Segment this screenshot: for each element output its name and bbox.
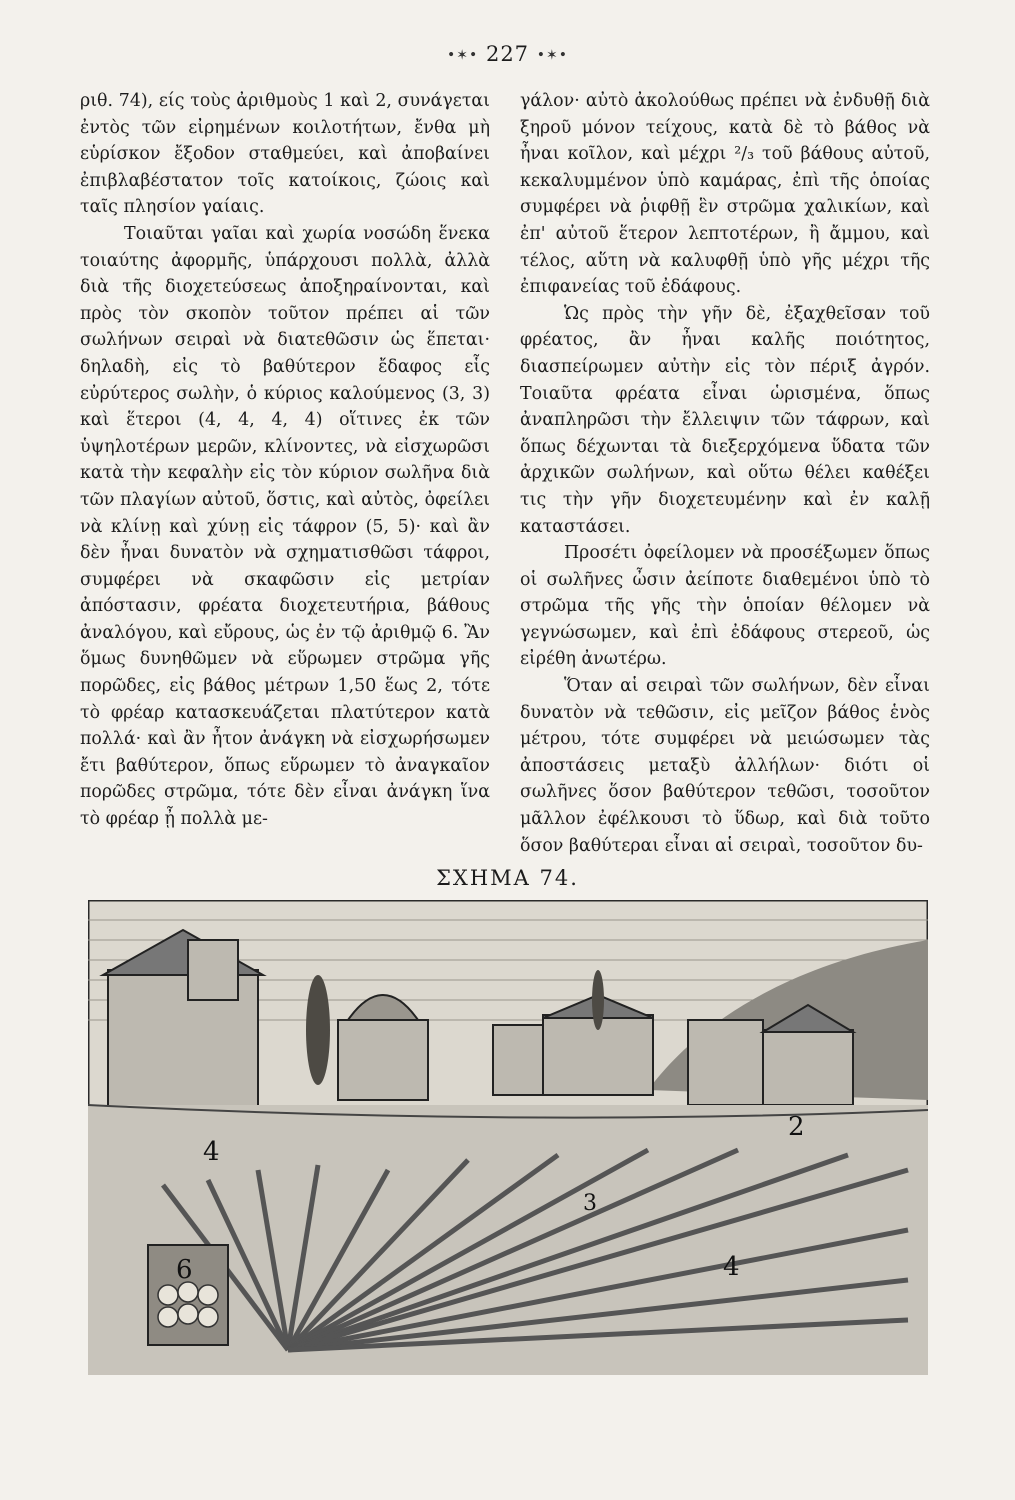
figure-caption: ΣΧΗΜΑ 74. [436,866,579,890]
page-number: 227 [485,42,530,66]
label-6: 6 [176,1255,193,1285]
left-column [80,88,490,833]
label-2: 2 [788,1112,805,1142]
ornament-right-icon: •✶• [536,47,568,64]
right-column [520,88,930,859]
drainage-illustration [88,900,928,1375]
figure-engraving [88,900,928,1375]
page-header [0,42,1015,66]
label-4-right: 4 [723,1252,740,1282]
ornament-left-icon: •✶• [447,47,479,64]
right-paragraph-4: Ὅταν αἱ σειραὶ τῶν σωλήνων, δὲν εἶναι δυνατὸν νὰ τεθῶσιν, εἰς μεῖζον βάθος ἑνὸς μέτρου, τότε συμφέρει νὰ μειώσωμεν τὰς ἀποστάσεις μεταξὺ ἀλλήλων· διότι οἱ σωλῆνες ὅσον βαθύτερον τεθῶσι, τοσοῦτον μᾶλλον ἐφέλκουσι τὸ ὕδωρ, καὶ διὰ τοῦτο ὅσον βαθύτεραι εἶναι αἱ σειραὶ, τοσοῦτον δυ- [520,676,930,856]
label-4-left: 4 [203,1137,220,1167]
left-paragraph-1: ριθ. 74), είς τοὺς ἀριθμοὺς 1 καὶ 2, συνάγεται ἐντὸς τῶν εἰρημένων κοιλοτήτων, ἔνθα μὴ εὑρίσκον ἔξοδον σταθμεύει, καὶ ἀποβαίνει ἐπιβλαβέστατον τοῖς κατοίκοις, ζώοις καὶ ταῖς πλησίον γαίαις. [80,91,490,218]
right-paragraph-3: Προσέτι ὀφείλομεν νὰ προσέξωμεν ὅπως οἱ σωλῆνες ὦσιν ἀείποτε διαθεμένοι ὑπὸ τὸ στρῶμα τῆς γῆς τὴν ὁποίαν θέλομεν νὰ γεγνώσωμεν, καὶ ἐπὶ ἐδάφους στερεοῦ, ὡς εἰρέθη ἀνωτέρω. [520,543,930,670]
label-3: 3 [583,1191,597,1216]
right-paragraph-2: Ὡς πρὸς τὴν γῆν δὲ, ἐξαχθεῖσαν τοῦ φρέατος, ἂν ἦναι καλῆς ποιότητος, διασπείρωμεν αὐτὴν εἰς τὸν πέριξ ἀγρόν. Τοιαῦτα φρέατα εἶναι ὡρισμένα, ὅπως ἀναπληρῶσι τὴν ἔλλειψιν τῶν τάφρων, καὶ ὅπως δέχωνται τὰ διεξερχόμενα ὕδατα τῶν ἀρχικῶν σωλήνων, καὶ οὕτω θέλει καθέξει τις τὴν γῆν διοχετευμένην καὶ ἐν καλῇ καταστάσει. [520,303,930,537]
right-paragraph-1: γάλον· αὐτὸ ἀκολούθως πρέπει νὰ ἐνδυθῇ διὰ ξηροῦ μόνον τείχους, κατὰ δὲ τὸ βάθος νὰ ἦναι κοῖλον, καὶ μέχρι ²/₃ τοῦ βάθους αὐτοῦ, κεκαλυμμένον ὑπὸ καμάρας, ἐπὶ τῆς ὁποίας συμφέρει νὰ ῥιφθῇ ἓν στρῶμα χαλικίων, καὶ ἐπ' αὐτοῦ ἕτερον λεπτοτέρων, ἢ ἄμμου, καὶ τέλος, αὕτη νὰ καλυφθῇ ὑπὸ γῆς μέχρι τῆς ἐπιφανείας τοῦ ἐδάφους. [520,91,930,298]
left-paragraph-2: Τοιαῦται γαῖαι καὶ χωρία νοσώδη ἕνεκα τοιαύτης ἀφορμῆς, ὑπάρχουσι πολλὰ, ἀλλὰ διὰ τῆς διοχετεύσεως ἀποξηραίνονται, καὶ πρὸς τὸν σκοπὸν τοῦτον πρέπει αἱ τῶν σωλήνων σειραὶ νὰ διατεθῶσιν ὡς ἕπεται· δηλαδὴ, εἰς τὸ βαθύτερον ἔδαφος εἷς εὐρύτερος σωλὴν, ὁ κύριος καλούμενος (3, 3) καὶ ἕτεροι (4, 4, 4, 4) οἵτινες ἐκ τῶν ὑψηλοτέρων μερῶν, κλίνοντες, νὰ εἰσχωρῶσι κατὰ τὴν κεφαλὴν εἰς τὸν κύριον σωλῆνα διὰ τῶν πλαγίων αὐτοῦ, ὅστις, καὶ αὐτὸς, ὀφείλει νὰ κλίνῃ καὶ χύνῃ εἰς τάφρον (5, 5)· καὶ ἂν δὲν ἦναι δυνατὸν νὰ σχηματισθῶσι τάφροι, συμφέρει νὰ σκαφῶσιν εἰς μετρίαν ἀπόστασιν, φρέατα διοχετευτήρια, βάθους ἀναλόγου, καὶ εὔρους, ὡς ἐν τῷ ἀριθμῷ 6. Ἂν ὅμως δυνηθῶμεν νὰ εὕρωμεν στρῶμα γῆς πορῶδες, εἰς βάθος μέτρων 1,50 ἕως 2, τότε τὸ φρέαρ κατασκευάζεται πλατύτερον κατὰ πολλά· καὶ ἂν ἦτον ἀνάγκη νὰ εἰσχωρήσωμεν ἔτι βαθύτερον, ὅπως εὕρωμεν τὸ ἀναγκαῖον πορῶδες στρῶμα, τότε δὲν εἶναι ἀνάγκη ἵνα τὸ φρέαρ ᾖ πολλὰ με- [80,223,490,830]
